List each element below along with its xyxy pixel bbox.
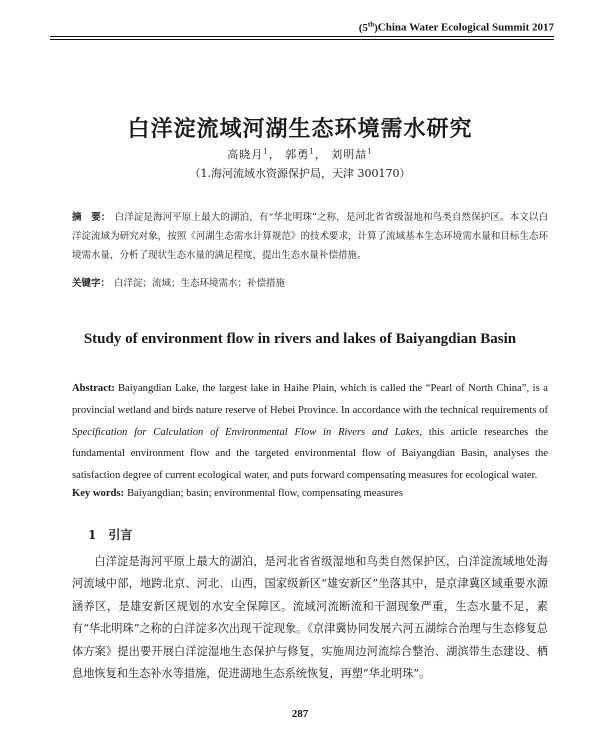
author: 郭勇$^1$ bbox=[285, 147, 315, 161]
header-ordinal: (5th) bbox=[358, 20, 378, 34]
chinese-abstract-text: 白洋淀是海河平原上最大的湖泊，有“华北明珠”之称，是河北省省级湿地和鸟类自然保护区。本文以白洋淀流域为研究对象，按照《河湖生态需水计算规范》的技术要求，计算了流域基本生态环境需水量和目标生态环境需水量，分析了现状生态水量的满足程度，提出生态水量补偿措施。 bbox=[72, 212, 548, 261]
english-title: Study of environment flow in rivers and lakes of Baiyangdian Basin bbox=[83, 331, 517, 347]
section-number: 1 bbox=[88, 528, 97, 542]
body-paragraph: 白洋淀是海河平原上最大的湖泊，是河北省省级湿地和鸟类自然保护区，白洋淀流域地处海河流域中部，地跨北京、河北、山西，国家级新区“雄安新区”坐落其中，是京津冀区域重要水源涵养区，是雄安新区规划的水安全保障区。流域河流断流和干涸现象严重，生态水量不足，素有“华北明珠”之称的白洋淀多次出现干淀现象。《京津冀协同发展六河五湖综合治理与生态修复总体方案》提出要开展白洋淀湿地生态保护与修复，实施周边河流综合整治、湖滨带生态建设、栖息地恢复和生态补水等措施，促进湖地生态系统恢复，再塑“华北明珠”。 bbox=[72, 555, 548, 681]
section-heading bbox=[88, 526, 132, 543]
english-keywords-text: Baiyangdian; basin; environmental flow, compensating measures bbox=[127, 488, 403, 499]
running-header bbox=[50, 20, 554, 34]
paper-title: 白洋淀流域河湖生态环境需水研究 bbox=[127, 116, 473, 142]
author-list: 高晓月$^1$， 郭勇$^1$， 刘明喆$^1$ bbox=[227, 147, 373, 161]
english-keywords-label: Key words: bbox=[72, 488, 125, 499]
affiliation: （1.海河流域水资源保护局，天津 300170） bbox=[189, 167, 411, 180]
chinese-keywords bbox=[72, 275, 548, 289]
english-abstract-spec-title: Specification for Calculation of Environmental Flow in Rivers and Lakes bbox=[72, 426, 420, 438]
english-abstract-label: Abstract: bbox=[72, 383, 115, 394]
english-abstract bbox=[72, 378, 548, 487]
section-title: 引言 bbox=[108, 528, 133, 542]
header-summit-name: China Water Ecological Summit 2017 bbox=[377, 21, 554, 34]
english-abstract-text-part2: , this article researches the fundamental environment flow and the targeted environmental flow of Baiyangdian Basin, analyses the satisfaction degree of current ecological water, and puts forward compensating measures for ecological water. bbox=[72, 426, 549, 482]
chinese-abstract bbox=[72, 208, 548, 265]
header-rule-thin bbox=[50, 39, 554, 40]
chinese-keywords-text: 白洋淀；流域；生态环境需水；补偿措施 bbox=[114, 278, 286, 289]
author: 高晓月$^1$ bbox=[227, 147, 269, 161]
english-keywords bbox=[72, 488, 548, 499]
chinese-abstract-label: 摘 要： bbox=[72, 212, 111, 223]
header-rule-thick bbox=[50, 36, 554, 37]
author: 刘明喆$^1$ bbox=[331, 147, 373, 161]
chinese-keywords-label: 关键字： bbox=[72, 278, 111, 289]
english-abstract-text-part1: Baiyangdian Lake, the largest lake in Haihe Plain, which is called the “Pearl of North China”, is a provincial wetland and birds nature reserve of Hebei Province. In accordance with the technical requirements of bbox=[72, 383, 548, 416]
page-number: 287 bbox=[291, 708, 309, 720]
